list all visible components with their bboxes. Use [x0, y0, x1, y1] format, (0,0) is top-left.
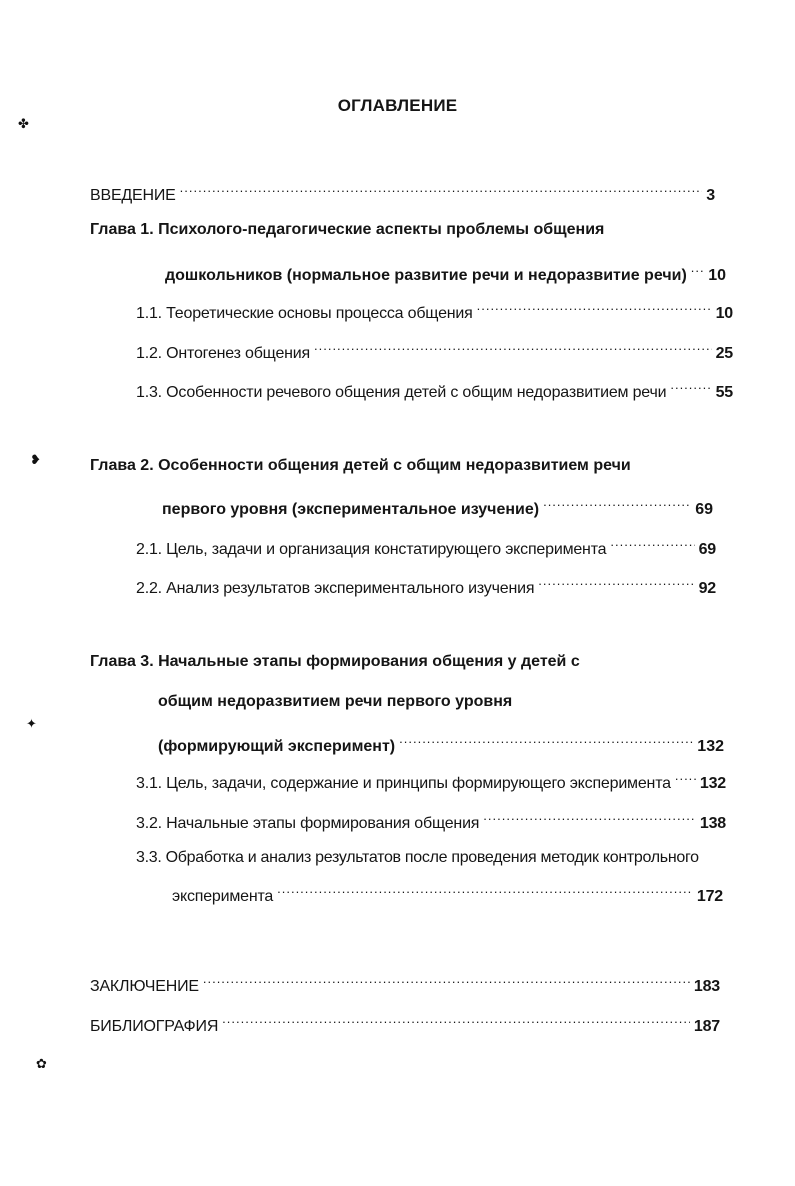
- chapter-3-subtitle: общим недоразвитием речи первого уровня: [158, 693, 513, 710]
- toc-entry-section-3-3[interactable]: [172, 881, 723, 907]
- toc-entry-label: 1.3. Особенности речевого общения детей с общим недоразвитием речи: [136, 384, 667, 401]
- chapter-1-title: Глава 1. Психолого-педагогические аспекты проблемы общения: [90, 221, 605, 238]
- chapter-2-subtitle: первого уровня (экспериментальное изучение): [162, 501, 540, 518]
- section-3-3-title: 3.3. Обработка и анализ результатов после проведения методик контрольного: [136, 849, 699, 866]
- toc-page-number: 55: [715, 384, 733, 401]
- chapter-3-title: Глава 3. Начальные этапы формирования общения у детей с: [90, 653, 580, 670]
- toc-entry-section-2-2[interactable]: [136, 573, 716, 599]
- toc-entry-section-3-1[interactable]: [136, 768, 726, 794]
- toc-entry-bibliography[interactable]: [90, 1011, 720, 1037]
- toc-entry-section-2-1[interactable]: [136, 534, 716, 560]
- toc-page-number: 132: [699, 775, 726, 792]
- toc-page-number: 69: [698, 541, 716, 558]
- dot-leader: [477, 298, 712, 318]
- page-title: ОГЛАВЛЕНИЕ: [337, 96, 458, 115]
- scan-speck-icon: ❥: [30, 452, 41, 467]
- toc-page-number: 92: [698, 580, 716, 597]
- toc-page-number: 183: [693, 978, 720, 995]
- toc-entry-label: ВВЕДЕНИЕ: [90, 187, 176, 204]
- toc-page-number: 172: [696, 888, 723, 905]
- dot-leader: [203, 971, 690, 991]
- toc-entry-label: 2.1. Цель, задачи и организация констатирующего эксперимента: [136, 541, 607, 558]
- dot-leader: [483, 808, 696, 828]
- scan-speck-icon: ✦: [26, 716, 37, 731]
- toc-entry-label: 1.2. Онтогенез общения: [136, 345, 310, 362]
- toc-entry-chapter-3[interactable]: [158, 731, 724, 757]
- toc-page-number: 187: [693, 1018, 720, 1035]
- toc-entry-conclusion[interactable]: [90, 971, 720, 997]
- toc-page-number: 10: [715, 305, 733, 322]
- dot-leader: [399, 731, 693, 751]
- toc-page-number: 138: [699, 815, 726, 832]
- toc-entry-chapter-2[interactable]: [162, 494, 713, 520]
- toc-entry-intro[interactable]: [90, 180, 715, 206]
- dot-leader: [675, 768, 696, 788]
- toc-entry-label: эксперимента: [172, 888, 274, 905]
- toc-entry-label: ЗАКЛЮЧЕНИЕ: [90, 978, 199, 995]
- chapter-3-subtitle-2: (формирующий эксперимент): [158, 738, 396, 755]
- toc-entry-label: 2.2. Анализ результатов экспериментального изучения: [136, 580, 535, 597]
- toc-entry-section-1-3[interactable]: [136, 377, 733, 403]
- dot-leader: [277, 881, 693, 901]
- toc-page-number: 10: [708, 267, 726, 284]
- dot-leader: [180, 180, 703, 200]
- dot-leader: [538, 573, 694, 593]
- chapter-2-title: Глава 2. Особенности общения детей с общим недоразвитием речи: [90, 457, 631, 474]
- toc-entry-section-1-2[interactable]: [136, 338, 733, 364]
- dot-leader: [222, 1011, 690, 1031]
- toc-page-number: 132: [697, 738, 724, 755]
- dot-leader: [314, 338, 712, 358]
- scan-speck-icon: ✿: [36, 1056, 47, 1071]
- toc-entry-label: 1.1. Теоретические основы процесса общения: [136, 305, 473, 322]
- toc-entry-chapter-1[interactable]: [165, 260, 726, 286]
- dot-leader: [610, 534, 694, 554]
- toc-page-number: 3: [706, 187, 715, 204]
- scan-speck-icon: ✤: [18, 116, 29, 131]
- toc-page-number: 69: [695, 501, 713, 518]
- toc-entry-label: 3.2. Начальные этапы формирования общения: [136, 815, 480, 832]
- toc-entry-label: БИБЛИОГРАФИЯ: [90, 1018, 219, 1035]
- toc-entry-label: 3.1. Цель, задачи, содержание и принципы формирующего эксперимента: [136, 775, 671, 792]
- dot-leader: [691, 260, 704, 280]
- dot-leader: [670, 377, 711, 397]
- toc-entry-section-1-1[interactable]: [136, 298, 733, 324]
- chapter-1-subtitle: дошкольников (нормальное развитие речи и недоразвитие речи): [165, 267, 687, 284]
- toc-entry-section-3-2[interactable]: [136, 808, 726, 834]
- toc-page-number: 25: [715, 345, 733, 362]
- dot-leader: [543, 494, 691, 514]
